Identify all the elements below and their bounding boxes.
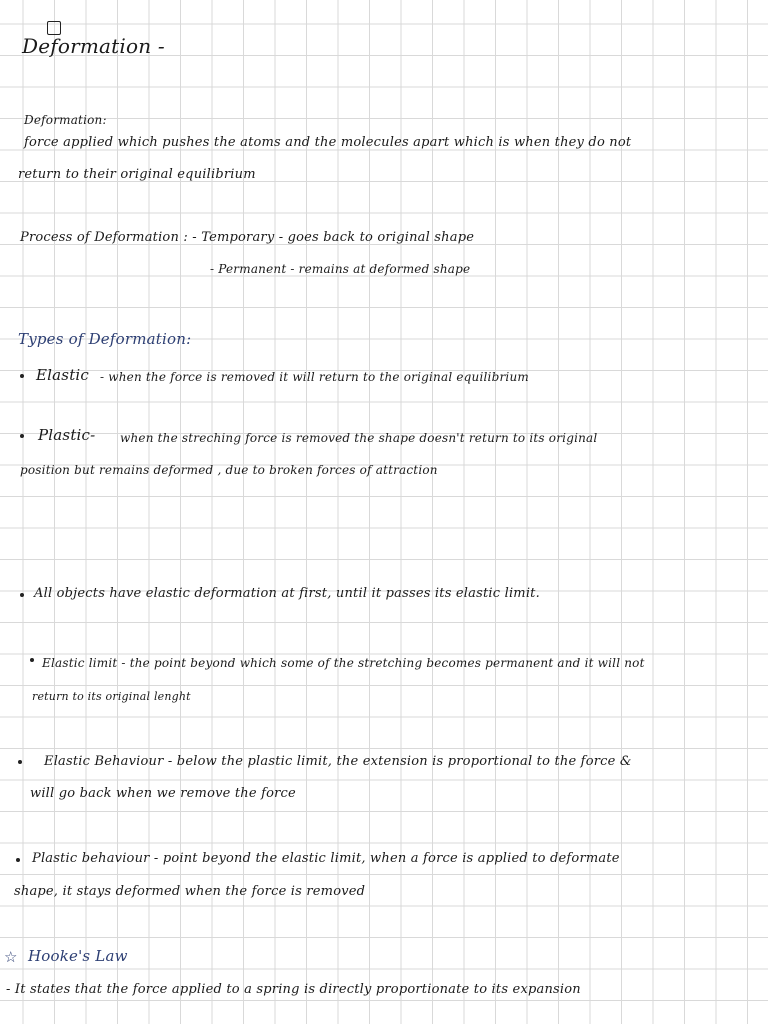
page-title: Deformation - (22, 34, 165, 58)
hookes-law-heading: Hooke's Law (28, 947, 128, 965)
bullet-icon (16, 858, 20, 862)
deformation-definition-line-2: return to their original equilibrium (18, 167, 256, 182)
process-line-2: - Permanent - remains at deformed shape (210, 262, 471, 276)
types-heading: Types of Deformation: (18, 330, 192, 348)
plastic-behaviour-line-2: shape, it stays deformed when the force is removed (14, 884, 366, 899)
hookes-law-line-1: - It states that the force applied to a spring is directly proportionate to its expansion (6, 982, 581, 997)
plastic-term: Plastic- (38, 426, 96, 444)
elastic-behaviour-line-2: will go back when we remove the force (30, 786, 296, 801)
plastic-definition-line-2: position but remains deformed , due to broken forces of attraction (20, 463, 438, 477)
elastic-behaviour-line-1: Elastic Behaviour - below the plastic limit, the extension is proportional to the force & (44, 754, 632, 769)
bullet-icon (20, 434, 24, 438)
deformation-definition-line-1: force applied which pushes the atoms and the molecules apart which is when they do not (24, 135, 632, 150)
all-objects-note: All objects have elastic deformation at first, until it passes its elastic limit. (34, 586, 540, 601)
bullet-icon (20, 374, 24, 378)
bullet-icon (18, 760, 22, 764)
bullet-icon (20, 593, 24, 597)
checkbox[interactable] (47, 21, 61, 35)
elastic-definition: - when the force is removed it will return to the original equilibrium (100, 370, 529, 384)
plastic-definition-line-1: when the streching force is removed the shape doesn't return to its original (120, 431, 598, 445)
star-icon: ☆ (4, 948, 18, 966)
bullet-icon (30, 658, 34, 662)
process-line-1: Process of Deformation : - Temporary - goes back to original shape (20, 230, 475, 245)
elastic-limit-line-2: return to its original lenght (32, 690, 191, 703)
elastic-limit-line-1: Elastic limit - the point beyond which some of the stretching becomes permanent and it will not (42, 656, 645, 670)
deformation-label: Deformation: (24, 113, 107, 127)
elastic-term: Elastic (36, 366, 90, 384)
plastic-behaviour-line-1: Plastic behaviour - point beyond the elastic limit, when a force is applied to deformate (32, 851, 620, 866)
